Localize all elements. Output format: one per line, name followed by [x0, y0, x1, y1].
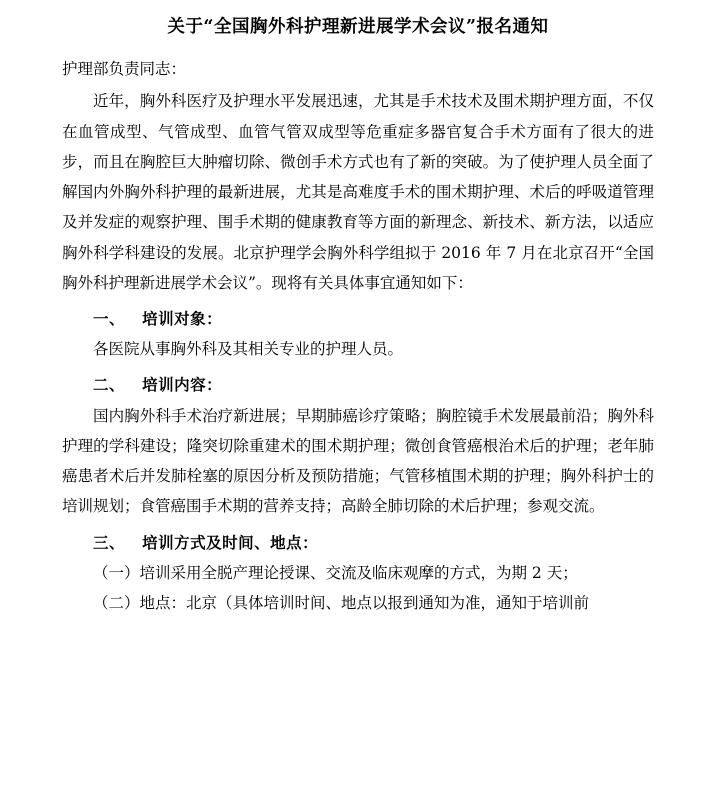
section-number-2: 二、 — [93, 375, 126, 395]
section-title-1: 培训对象： — [142, 309, 223, 328]
intro-paragraph: 近年，胸外科医疗及护理水平发展迅速，尤其是手术技术及围术期护理方面，不仅在血管成型、气管成型、血管气管双成型等危重症多器官复合手术方面有了很大的进步，而且在胸腔巨大肿瘤切除、微创手术方式也有了新的突破。为了使护理人员全面了解国内外胸外科护理的最新进展，尤其是高难度手术的围术期护理、术后的呼吸道管理及并发症的观察护理、围手术期的健康教育等方面的新理念、新技术、新方法，以适应胸外科学科建设的发展。北京护理学会胸外科学组拟于 2016 年 7 月在北京召开“全国胸外科护理新进展学术会议”。现将有关具体事宜通知如下： — [62, 92, 654, 292]
section-title-3: 培训方式及时间、地点： — [142, 532, 319, 552]
section-heading-2 — [62, 370, 654, 400]
section-number-1: 一、 — [93, 309, 126, 328]
salutation: 护理部负责同志： — [62, 60, 187, 79]
page-title: 关于“全国胸外科护理新进展学术会议”报名通知 — [167, 17, 549, 37]
section-body-2-line-1: 国内胸外科手术治疗新进展；早期肺癌诊疗策略；胸腔镜手术发展最前沿；胸外科护理的学科建设；隆突切除重建术的围术期护理；微创食管癌根治术后的护理；老年肺癌患者术后并发肺栓塞的原因分析及预防措施；气管移植围术期的护理；胸外科护士的培训规划；食管癌围手术期的营养支持；高龄全肺切除的术后护理；参观交流。 — [62, 406, 654, 516]
section-number-3: 三、 — [93, 532, 126, 552]
section-body-3-line-2: （二）地点：北京（具体培训时间、地点以报到通知为准，通知于培训前 — [93, 593, 590, 612]
section-heading-1 — [62, 304, 654, 334]
section-body-1-line-1: 各医院从事胸外科及其相关专业的护理人员。 — [93, 340, 404, 359]
section-heading-3 — [62, 528, 654, 558]
section-title-2: 培训内容： — [142, 375, 223, 395]
section-body-3-line-1: （一）培训采用全脱产理论授课、交流及临床观摩的方式，为期 2 天； — [93, 563, 578, 582]
